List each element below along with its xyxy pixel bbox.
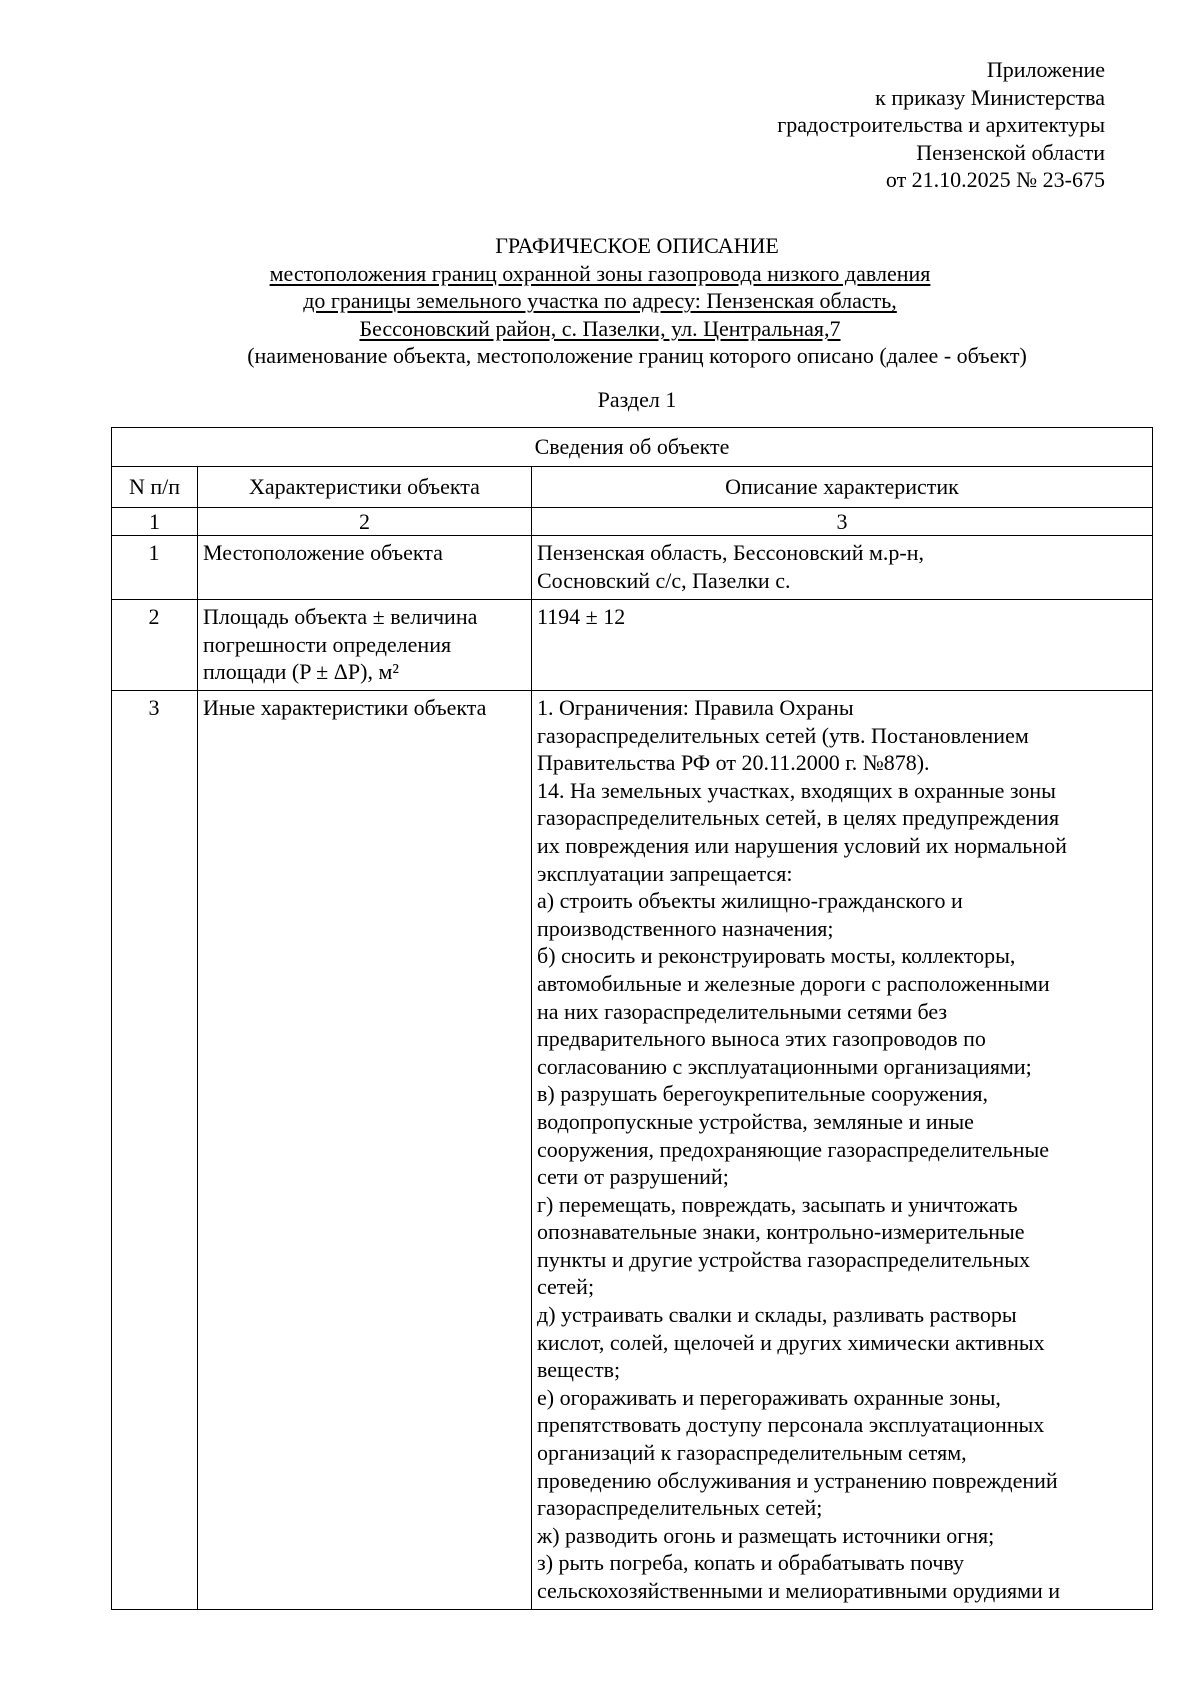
description-line: согласованию с эксплуатационными организациями; [537,1053,1032,1079]
description-line: эксплуатации запрещается: [537,860,793,886]
appendix-line: градостроительства и архитектуры [777,112,1105,138]
description-line: е) огораживать и перегораживать охранные зоны, [537,1384,1001,1410]
description-line: веществ; [537,1357,621,1383]
table-row [112,600,1153,691]
description-line: организаций к газораспределительным сетям, [537,1440,967,1466]
table-header-row [112,467,1153,508]
description-line: их повреждения или нарушения условий их нормальной [537,832,1067,858]
row-num: 3 [112,691,198,1610]
column-number-row [112,508,1153,536]
description-line: газораспределительных сетей (утв. Постановлением [537,722,1029,748]
description-line: д) устраивать свалки и склады, разливать растворы [537,1302,1017,1328]
description-line: 14. На земельных участках, входящих в охранные зоны [537,777,1056,803]
object-name-line: местоположения границ охранной зоны газопровода низкого давления [269,260,931,286]
description-line: автомобильные и железные дороги с расположенными [537,970,1050,996]
appendix-line: Пензенской области [916,139,1105,165]
row-num: 1 [112,536,198,600]
row-characteristic: Иные характеристики объекта [198,691,532,1610]
title-heading: ГРАФИЧЕСКОЕ ОПИСАНИЕ [495,233,779,258]
title-caption: (наименование объекта, местоположение границ которого описано (далее - объект) [247,343,1027,369]
description-line: проведению обслуживания и устранению повреждений [537,1467,1058,1493]
description-line: ж) разводить огонь и размещать источники огня; [537,1522,995,1548]
description-line: г) перемещать, повреждать, засыпать и уничтожать [537,1191,1018,1217]
row-description [532,600,1153,691]
description-line: водопропускные устройства, земляные и иные [537,1108,974,1134]
object-name-line: Бессоновский район, с. Пазелки, ул. Центральная,7 [359,315,841,341]
description-line: сети от разрушений; [537,1164,729,1190]
description-line: опознавательные знаки, контрольно-измерительные [537,1219,1025,1245]
column-number: 3 [532,508,1153,536]
description-line: 1. Ограничения: Правила Охраны [537,695,854,720]
header-description: Описание характеристик [532,467,1153,508]
description-line: в) разрушать берегоукрепительные сооружения, [537,1081,988,1107]
table-row [112,536,1153,600]
description-line: сооружения, предохраняющие газораспределительные [537,1136,1050,1162]
table-row [112,691,1153,1610]
description-line: 1194 ± 12 [537,604,626,629]
row-description [532,536,1153,600]
table-caption-row [112,428,1153,467]
description-line: Пензенская область, Бессоновский м.р-н, [537,540,924,565]
description-line: сельскохозяйственными и мелиоративными орудиями и [537,1578,1061,1603]
description-line: предварительного выноса этих газопроводов по [537,1026,986,1052]
document-title [0,232,1200,370]
description-line: препятствовать доступу персонала эксплуатационных [537,1412,1045,1438]
appendix-header [777,56,1105,194]
column-number: 1 [112,508,198,536]
header-num: N п/п [112,467,198,508]
description-line: а) строить объекты жилищно-гражданского и [537,888,963,914]
section-label: Раздел 1 [597,387,677,412]
description-line: газораспределительных сетей, в целях предупреждения [537,805,1060,831]
row-description [532,691,1153,1610]
description-line: кислот, солей, щелочей и других химически активных [537,1329,1045,1355]
description-line: з) рыть погреба, копать и обрабатывать почву [537,1550,965,1576]
description-line: на них газораспределительными сетями без [537,998,948,1024]
table-caption: Сведения об объекте [112,428,1153,467]
row-characteristic: Площадь объекта ± величина погрешности определения площади (P ± ΔP), м² [198,600,532,691]
description-line: газораспределительных сетей; [537,1495,823,1521]
row-characteristic: Местоположение объекта [198,536,532,600]
description-line: пункты и другие устройства газораспределительных [537,1246,1031,1272]
header-characteristic: Характеристики объекта [198,467,532,508]
row-num: 2 [112,600,198,691]
appendix-order-date: от 21.10.2025 № 23-675 [885,167,1105,193]
description-line: сетей; [537,1274,595,1300]
object-info-table [111,427,1153,1610]
description-line: производственного назначения; [537,915,834,941]
appendix-line: к приказу Министерства [875,84,1105,110]
description-line: Правительства РФ от 20.11.2000 г. №878). [537,750,930,776]
description-line: б) сносить и реконструировать мосты, коллекторы, [537,943,1016,969]
appendix-line: Приложение [986,57,1105,82]
column-number: 2 [198,508,532,536]
description-line: Сосновский с/с, Пазелки с. [537,567,791,593]
object-name-line: до границы земельного участка по адресу: Пензенская область, [303,288,897,314]
